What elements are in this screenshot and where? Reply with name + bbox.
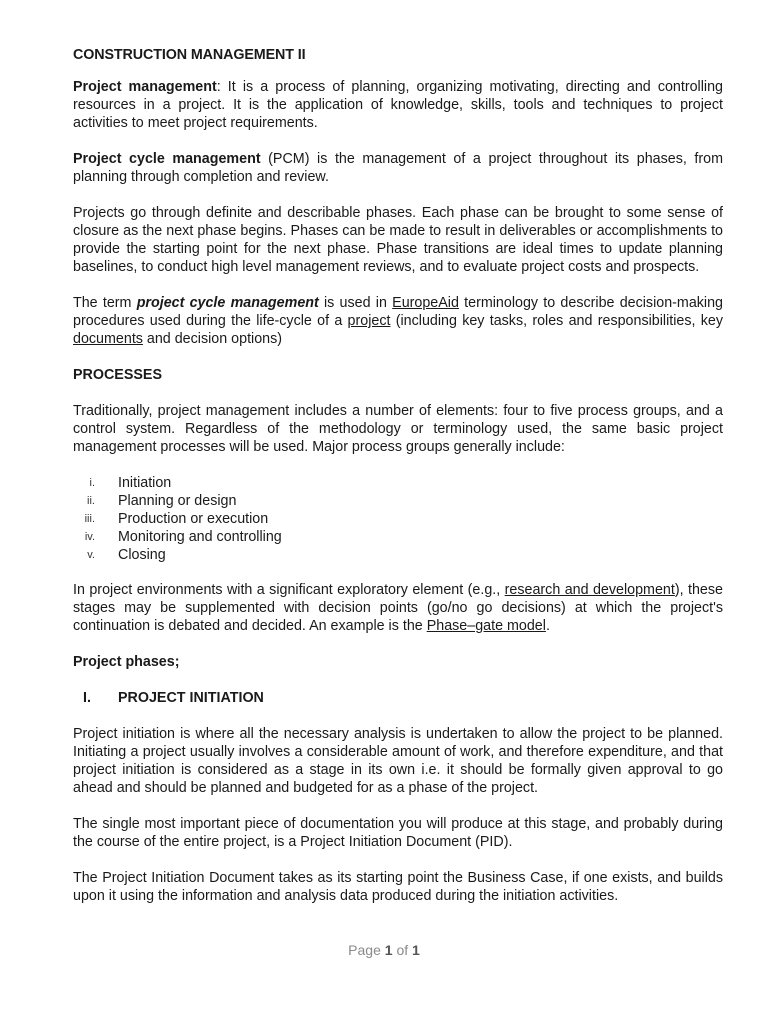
paragraph-process-groups: Traditionally, project management includes a number of elements: four to five process groups, and a control system. Regardless of the methodology or terminology used, the same basic project management processes will be used. Major process groups generally include: [73, 403, 723, 455]
list-item-label: Closing [118, 547, 166, 563]
term-project-cycle-management: Project cycle management [73, 151, 261, 167]
paragraph-text: In project environments with a significant exploratory element (e.g., [73, 582, 505, 598]
phase-label: PROJECT INITIATION [118, 690, 264, 706]
page-footer [0, 942, 768, 958]
list-item-number: iv. [84, 531, 95, 543]
current-page-number: 1 [384, 942, 393, 958]
list-item-number: ii. [87, 495, 95, 507]
process-groups-list [73, 474, 723, 564]
list-item [73, 492, 723, 510]
term-project-cycle-management-italic: project cycle management [136, 295, 319, 311]
paragraph-pid: The single most important piece of documentation you will produce at this stage, and probably during the course of the entire project, is a Project Initiation Document (PID). [73, 816, 723, 850]
of-label: of [396, 942, 409, 958]
list-item [73, 528, 723, 546]
phase-heading-initiation [73, 689, 723, 707]
paragraph-pid-business-case: The Project Initiation Document takes as its starting point the Business Case, if one exists, and builds upon it using the information and analysis data produced during the initiation activities. [73, 870, 723, 904]
paragraph-text: (PCM) is the management of a project throughout its phases, from planning through completion and review. [73, 151, 723, 185]
list-item-label: Initiation [118, 475, 172, 491]
list-item-number: v. [87, 549, 95, 561]
document-title: CONSTRUCTION MANAGEMENT II [73, 47, 306, 63]
link-documents[interactable]: documents [73, 331, 143, 347]
link-europeaid[interactable]: EuropeAid [392, 295, 459, 311]
processes-heading: PROCESSES [73, 367, 162, 383]
document-page [73, 46, 723, 923]
paragraph-text: . [545, 618, 550, 634]
paragraph-text: : It is a process of planning, organizing motivating, directing and controlling resources in a project. It is the application of knowledge, skills, tools and techniques to project activities to meet project requirements. [73, 79, 723, 131]
phase-number: I. [83, 690, 91, 706]
paragraph-text: terminology to describe decision-making procedures used during the life-cycle of a [73, 295, 723, 329]
link-research-and-development[interactable]: research and development [504, 582, 675, 598]
list-item [73, 474, 723, 492]
paragraph-pcm-term [73, 294, 723, 348]
paragraph-initiation: Project initiation is where all the necessary analysis is undertaken to allow the project to be planned. Initiating a project usually involves a considerable amount of work, and therefore expenditure, and that project initiation is considered as a stage in its own i.e. it should be formally given approval to go ahead and should be planned and budgeted for as a phase of the project. [73, 726, 723, 796]
list-item-label: Production or execution [118, 511, 269, 527]
paragraph-text: The term [73, 295, 137, 311]
list-item-label: Monitoring and controlling [118, 529, 282, 545]
link-phase-gate-model[interactable]: Phase–gate model [426, 618, 546, 634]
paragraph-text: and decision options) [142, 331, 283, 347]
total-pages-number: 1 [412, 942, 420, 958]
list-item [73, 510, 723, 528]
paragraph-phases: Projects go through definite and describable phases. Each phase can be brought to some sense of closure as the next phase begins. Phases can be made to result in deliverables or accomplishments to provide the starting point for the next phase. Phase transitions are ideal times to update planning baselines, to conduct high level management reviews, and to evaluate project costs and prospects. [73, 205, 723, 275]
list-item-number: i. [89, 477, 95, 489]
paragraph-text: ), these stages may be supplemented with decision points (go/no go decisions) at which the project's continuation is debated and decided. An example is the [73, 582, 723, 634]
project-phases-heading: Project phases; [73, 654, 180, 670]
link-project[interactable]: project [347, 313, 391, 329]
list-item-label: Planning or design [118, 493, 237, 509]
paragraph-pcm [73, 150, 723, 186]
list-item [73, 546, 723, 564]
paragraph-project-management [73, 78, 723, 132]
page-label: Page [348, 942, 381, 958]
list-item-number: iii. [84, 513, 95, 525]
term-project-management: Project management [73, 79, 217, 95]
paragraph-text: (including key tasks, roles and responsibilities, key [390, 313, 723, 329]
paragraph-text: is used in [318, 295, 393, 311]
paragraph-exploratory [73, 581, 723, 635]
